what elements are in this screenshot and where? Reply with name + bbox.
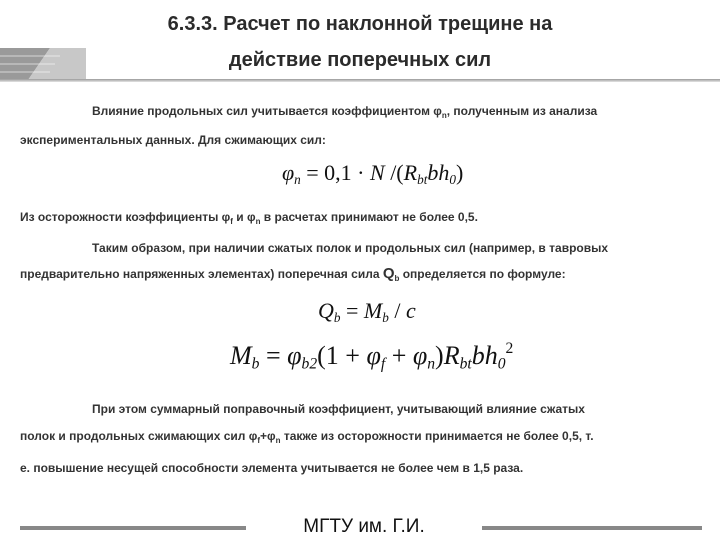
f3-sub-f: f bbox=[380, 355, 386, 373]
p3-before: предварительно напряженных элементах) поперечная сила bbox=[20, 267, 383, 281]
f2-Q: Q bbox=[318, 298, 334, 323]
f1-R: R bbox=[403, 160, 418, 185]
title-line-1: 6.3.3. Расчет по наклонной трещине на bbox=[167, 13, 553, 35]
f3-plus: + bbox=[385, 340, 413, 370]
f3-bh: bh bbox=[471, 340, 498, 370]
p2-t3: в расчетах принимают не более 0,5. bbox=[260, 210, 478, 224]
f3-M: M bbox=[230, 340, 252, 370]
f2-eq: = bbox=[340, 298, 364, 323]
f1-slash: /( bbox=[384, 160, 404, 185]
paragraph-2 bbox=[20, 210, 702, 229]
p3-Q: Q bbox=[382, 265, 395, 282]
formula-Qb bbox=[318, 298, 416, 326]
paragraph-3 bbox=[20, 241, 702, 286]
title-underline bbox=[0, 79, 720, 82]
p1-line-2: экспериментальных данных. Для сжимающих сил: bbox=[20, 133, 326, 147]
p1-text-after: , полученным из анализа bbox=[446, 104, 598, 118]
f2-sub-b2: b bbox=[382, 309, 389, 325]
f3-sub-n: n bbox=[427, 355, 436, 373]
formula-Mb bbox=[230, 340, 513, 374]
p2-s2: n bbox=[255, 217, 261, 226]
p1-text-before: Влияние продольных сил учитывается коэффициентом φ bbox=[92, 104, 442, 118]
slide-title bbox=[60, 6, 660, 78]
f2-slash: / bbox=[388, 298, 406, 323]
p4-l2c: также из осторожности принимается не более 0,5, т. bbox=[280, 429, 594, 443]
formula-phi-n bbox=[282, 160, 463, 188]
f3-sub-bt: bt bbox=[459, 355, 472, 373]
title-line-2: действие поперечных сил bbox=[228, 49, 492, 71]
footer-text: МГТУ им. Г.И. bbox=[303, 516, 425, 537]
p3-after: определяется по формуле: bbox=[399, 267, 566, 281]
f3-sub-b2: b2 bbox=[301, 355, 318, 373]
paragraph-1 bbox=[20, 104, 702, 147]
p4-l2b: +φ bbox=[260, 429, 276, 443]
f3-phi1: φ bbox=[287, 340, 302, 370]
f1-sub-0: 0 bbox=[449, 171, 456, 187]
footer-bar-left bbox=[20, 526, 246, 530]
p4-line-3: е. повышение несущей способности элемента учитывается не более чем в 1,5 раза. bbox=[20, 461, 524, 475]
f3-R: R bbox=[443, 340, 460, 370]
f1-phi: φ bbox=[282, 160, 295, 185]
f3-phi3: φ bbox=[412, 340, 428, 370]
f3-sub-0: 0 bbox=[497, 355, 506, 373]
p4-l2s2: n bbox=[275, 436, 281, 445]
footer-bar-right bbox=[482, 526, 702, 530]
p3-Q-sub: b bbox=[394, 274, 400, 283]
f3-close: ) bbox=[435, 340, 444, 370]
p4-l2a: полок и продольных сжимающих сил φ bbox=[20, 429, 258, 443]
p1-sub: n bbox=[441, 111, 447, 120]
f2-M: M bbox=[363, 298, 383, 323]
p2-s1: f bbox=[230, 217, 233, 226]
p2-t2: и φ bbox=[232, 210, 256, 224]
f3-phi2: φ bbox=[366, 340, 381, 370]
f1-sub-n: n bbox=[294, 171, 301, 187]
f2-c: c bbox=[405, 298, 416, 323]
f1-N: N bbox=[370, 160, 385, 185]
f3-sup-2: 2 bbox=[505, 340, 514, 357]
paragraph-4 bbox=[20, 402, 702, 475]
f1-eq: = 0,1 · bbox=[300, 160, 370, 185]
f3-sub-b: b bbox=[251, 355, 260, 373]
f1-sub-bt: bt bbox=[417, 171, 428, 187]
f1-close: ) bbox=[455, 160, 464, 185]
f2-sub-b: b bbox=[333, 309, 341, 325]
p2-t1: Из осторожности коэффициенты φ bbox=[20, 210, 231, 224]
p4-line-1: При этом суммарный поправочный коэффициент, учитывающий влияние сжатых bbox=[92, 402, 585, 416]
f1-bh: bh bbox=[427, 160, 450, 185]
f3-open: (1 + bbox=[317, 340, 367, 370]
p3-line-1: Таким образом, при наличии сжатых полок и продольных сил (например, в тавровых bbox=[92, 241, 609, 255]
f3-eq: = bbox=[259, 340, 288, 370]
p4-l2s1: f bbox=[257, 436, 260, 445]
